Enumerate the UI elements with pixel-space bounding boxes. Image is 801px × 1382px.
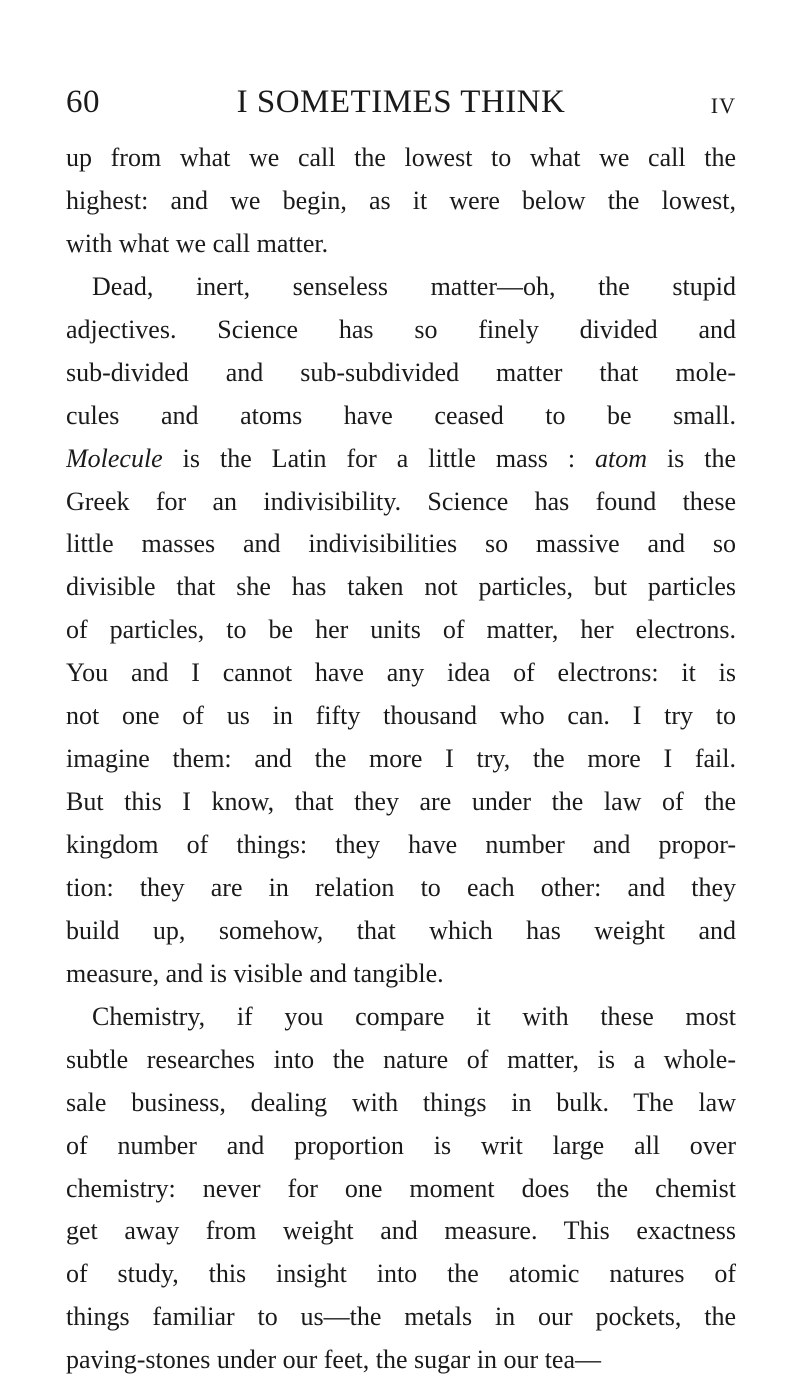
italic-term: Molecule <box>66 443 163 473</box>
text-line: tion: they are in relation to each other: and they <box>66 872 736 902</box>
text-line: measure, and is visible and tangible. <box>66 958 444 988</box>
text-line: sub-divided and sub-subdivided matter that mole- <box>66 357 736 387</box>
chapter-number: IV <box>710 93 736 118</box>
text-line: highest: and we begin, as it were below the lowest, <box>66 185 736 215</box>
text-line: cules and atoms have ceased to be small. <box>66 400 736 430</box>
running-head <box>66 80 736 124</box>
text-line: sale business, dealing with things in bulk. The law <box>66 1087 736 1117</box>
page-number: 60 <box>66 84 100 120</box>
text-line: of study, this insight into the atomic natures of <box>66 1259 736 1289</box>
text-line: things familiar to us—the metals in our pockets, the <box>66 1302 736 1332</box>
text-line: kingdom of things: they have number and propor- <box>66 830 736 859</box>
text-line: Chemistry, if you compare it with these most <box>92 1001 736 1031</box>
text-line: not one of us in fifty thousand who can. I try to <box>66 701 736 731</box>
text-line: divisible that she has taken not particles, but particles <box>66 572 736 602</box>
text-line: get away from weight and measure. This exactness <box>66 1216 736 1246</box>
text-line: up from what we call the lowest to what we call the <box>66 143 736 172</box>
text-line: Greek for an indivisibility. Science has found these <box>66 486 736 516</box>
text-line: with what we call matter. <box>66 228 329 258</box>
body-text <box>66 137 736 1382</box>
text-line: subtle researches into the nature of matter, is a whole- <box>66 1044 736 1074</box>
text-line: paving-stones under our feet, the sugar in our tea— <box>66 1345 602 1375</box>
text-line: build up, somehow, that which has weight and <box>66 915 736 945</box>
running-title: I SOMETIMES THINK <box>236 84 566 120</box>
text-line: Molecule is the Latin for a little mass : atom is the <box>66 443 736 473</box>
text-line: You and I cannot have any idea of electrons: it is <box>66 658 736 688</box>
text-line: imagine them: and the more I try, the more I fail. <box>66 744 736 774</box>
text-line: adjectives. Science has so finely divided and <box>66 314 736 344</box>
text-line: of particles, to be her units of matter, her electrons. <box>66 615 736 645</box>
text-line: chemistry: never for one moment does the chemist <box>66 1173 736 1203</box>
text-line: Dead, inert, senseless matter—oh, the stupid <box>92 271 736 301</box>
italic-term: atom <box>595 443 647 473</box>
text-line: little masses and indivisibilities so massive and so <box>66 529 736 559</box>
text-line: But this I know, that they are under the law of the <box>66 787 736 817</box>
text-line: of number and proportion is writ large all over <box>66 1130 736 1160</box>
